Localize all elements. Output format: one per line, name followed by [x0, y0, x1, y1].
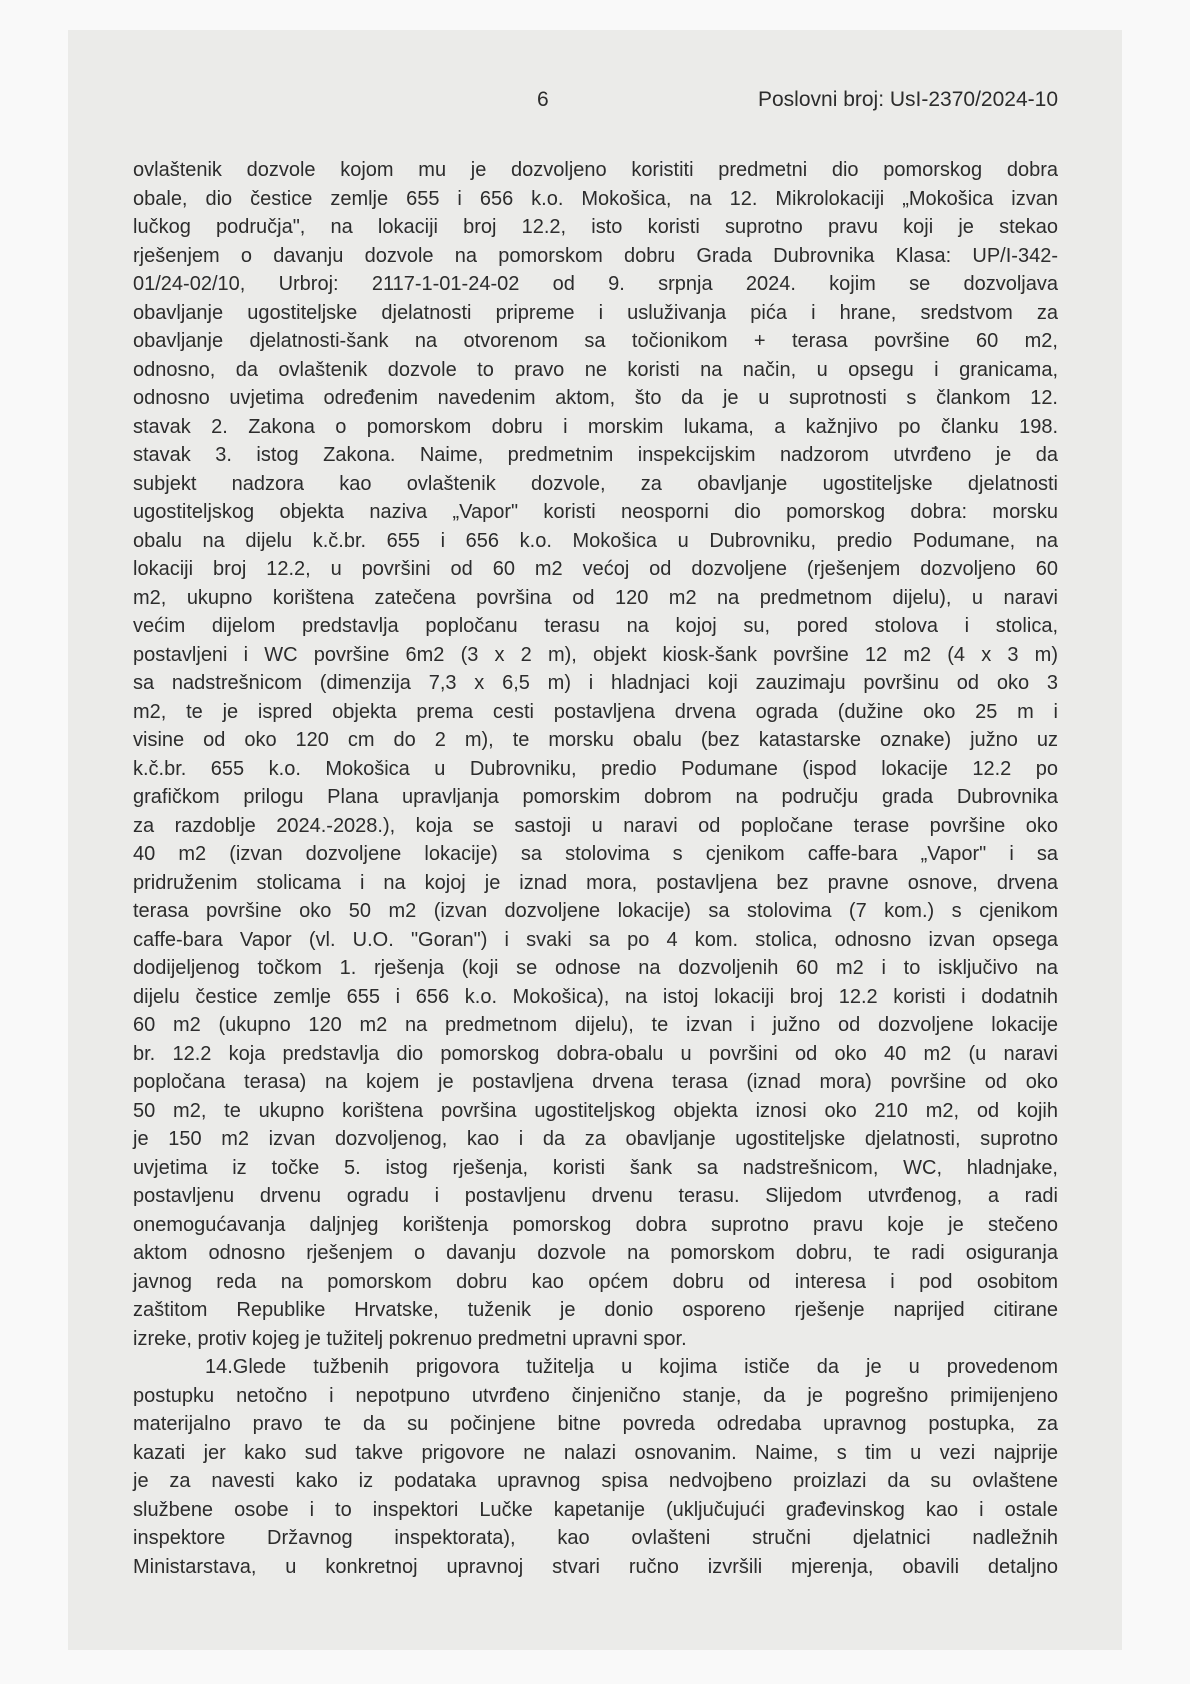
text-line: subjekt nadzora kao ovlaštenik dozvole, za obavljanje ugostiteljske djelatnosti: [133, 472, 1058, 495]
text-line: br. 12.2 koja predstavlja dio pomorskog dobra-obalu u površini od oko 40 m2 (u naravi: [133, 1042, 1058, 1065]
text-line: m2, te je ispred objekta prema cesti postavljena drvena ograda (dužine oko 25 m i: [133, 700, 1058, 723]
text-line: službene osobe i to inspektori Lučke kapetanije (uključujući građevinskog kao i ostale: [133, 1498, 1058, 1521]
text-line: 60 m2 (ukupno 120 m2 na predmetnom dijelu), te izvan i južno od dozvoljene lokacije: [133, 1014, 1058, 1036]
text-line: 14.Glede tužbenih prigovora tužitelja u kojima ističe da je u provedenom: [205, 1356, 1058, 1378]
text-line: inspektore Državnog inspektorata), kao ovlašteni stručni djelatnici nadležnih: [133, 1527, 1058, 1549]
text-line: stavak 2. Zakona o pomorskom dobru i morskim lukama, a kažnjivo po članku 198.: [133, 415, 1058, 438]
text-line: ovlaštenik dozvole kojom mu je dozvoljeno koristiti predmetni dio pomorskog dobra: [133, 159, 1058, 181]
text-line: pridruženim stolicama i na kojoj je iznad mora, postavljena bez pravne osnove, drvena: [133, 871, 1058, 894]
text-line: rješenjem o davanju dozvole na pomorskom dobru Grada Dubrovnika Klasa: UP/I-342-: [133, 244, 1058, 267]
text-line: grafičkom prilogu Plana upravljanja pomorskim dobrom na području grada Dubrovnika: [133, 786, 1058, 808]
text-line: odnosno, da ovlaštenik dozvole to pravo ne koristi na način, u opsegu i granicama,: [133, 358, 1058, 381]
text-line: 01/24-02/10, Urbroj: 2117-1-01-24-02 od 9. srpnja 2024. kojim se dozvoljava: [133, 273, 1058, 295]
text-line: je 150 m2 izvan dozvoljenog, kao i da za obavljanje ugostiteljske djelatnosti, suprotno: [133, 1128, 1058, 1150]
text-line: visine od oko 120 cm do 2 m), te morsku obalu (bez katastarske oznake) južno uz: [133, 729, 1058, 751]
document-body: [133, 156, 1058, 1581]
text-line: kazati jer kako sud takve prigovore ne nalazi osnovanim. Naime, s tim u vezi najprije: [133, 1441, 1058, 1464]
text-line: je za navesti kako iz podataka upravnog spisa nedvojbeno proizlazi da su ovlaštene: [133, 1470, 1058, 1492]
text-line: postavljenu drvenu ogradu i postavljenu drvenu terasu. Slijedom utvrđenog, a radi: [133, 1185, 1058, 1207]
text-line: lokaciji broj 12.2, u površini od 60 m2 većoj od dozvoljene (rješenjem dozvoljeno 60: [133, 558, 1058, 580]
paragraph: [133, 156, 1058, 1353]
text-line: zaštitom Republike Hrvatske, tuženik je donio osporeno rješenje naprijed citirane: [133, 1299, 1058, 1321]
text-line: 50 m2, te ukupno korištena površina ugostiteljskog objekta iznosi oko 210 m2, od kojih: [133, 1099, 1058, 1122]
text-line: postupku netočno i nepotpuno utvrđeno činjenično stanje, da je pogrešno primijenjeno: [133, 1384, 1058, 1407]
text-line: obavljanje ugostiteljske djelatnosti pripreme i usluživanja pića i hrane, sredstvom za: [133, 301, 1058, 324]
text-line: popločana terasa) na kojem je postavljena drvena terasa (iznad mora) površine od oko: [133, 1071, 1058, 1093]
text-line: dijelu čestice zemlje 655 i 656 k.o. Mokošica), na istoj lokaciji broj 12.2 koristi i dodatnih: [133, 985, 1058, 1008]
text-line: sa nadstrešnicom (dimenzija 7,3 x 6,5 m) i hladnjaci koji zauzimaju površinu od oko 3: [133, 672, 1058, 694]
text-line: aktom odnosno rješenjem o davanju dozvole na pomorskom dobru, te radi osiguranja: [133, 1242, 1058, 1264]
text-line: postavljeni i WC površine 6m2 (3 x 2 m), objekt kiosk-šank površine 12 m2 (4 x 3 m): [133, 643, 1058, 666]
text-line: uvjetima iz točke 5. istog rješenja, koristi šank sa nadstrešnicom, WC, hladnjake,: [133, 1156, 1058, 1179]
text-line: ugostiteljskog objekta naziva „Vapor" koristi neosporni dio pomorskog dobra: morsku: [133, 501, 1058, 523]
text-line: izreke, protiv kojeg je tužitelj pokrenuo predmetni upravni spor.: [133, 1327, 687, 1350]
text-line: onemogućavanja daljnjeg korištenja pomorskog dobra suprotno pravu koje je stečeno: [133, 1213, 1058, 1236]
text-line: većim dijelom predstavlja popločanu terasu na kojoj su, pored stolova i stolica,: [133, 615, 1058, 637]
text-line: lučkog područja", na lokaciji broj 12.2, isto koristi suprotno pravu koji je stekao: [133, 216, 1058, 238]
text-line: obalu na dijelu k.č.br. 655 i 656 k.o. Mokošica u Dubrovniku, predio Podumane, na: [133, 529, 1058, 552]
text-line: caffe-bara Vapor (vl. U.O. "Goran") i svaki sa po 4 kom. stolica, odnosno izvan opsega: [133, 928, 1058, 951]
text-line: k.č.br. 655 k.o. Mokošica u Dubrovniku, predio Podumane (ispod lokacije 12.2 po: [133, 757, 1058, 780]
text-line: stavak 3. istog Zakona. Naime, predmetnim inspekcijskim nadzorom utvrđeno je da: [133, 444, 1058, 466]
text-line: javnog reda na pomorskom dobru kao općem dobru od interesa i pod osobitom: [133, 1270, 1058, 1293]
text-line: m2, ukupno korištena zatečena površina od 120 m2 na predmetnom dijelu), u naravi: [133, 586, 1058, 609]
text-line: terasa površine oko 50 m2 (izvan dozvoljene lokacije) sa stolovima (7 kom.) s cjenikom: [133, 900, 1058, 922]
text-line: 40 m2 (izvan dozvoljene lokacije) sa stolovima s cjenikom caffe-bara „Vapor" i sa: [133, 843, 1058, 865]
paragraph: [133, 1353, 1058, 1581]
text-line: materijalno pravo te da su počinjene bitne povreda odredaba upravnog postupka, za: [133, 1413, 1058, 1435]
text-line: odnosno uvjetima određenim navedenim aktom, što da je u suprotnosti s člankom 12.: [133, 387, 1058, 409]
text-line: obale, dio čestice zemlje 655 i 656 k.o. Mokošica, na 12. Mikrolokaciji „Mokošica izvan: [133, 187, 1058, 210]
page-number: 6: [537, 88, 549, 111]
text-line: dodijeljenog točkom 1. rješenja (koji se odnose na dozvoljenih 60 m2 i to isključivo na: [133, 957, 1058, 979]
text-line: za razdoblje 2024.-2028.), koja se sastoji u naravi od popločane terase površine oko: [133, 814, 1058, 837]
text-line: obavljanje djelatnosti-šank na otvorenom sa točionikom + terasa površine 60 m2,: [133, 330, 1058, 352]
text-line: Ministarstava, u konkretnoj upravnoj stvari ručno izvršili mjerenja, obavili detaljno: [133, 1555, 1058, 1578]
case-number: Poslovni broj: UsI-2370/2024-10: [757, 88, 1058, 111]
